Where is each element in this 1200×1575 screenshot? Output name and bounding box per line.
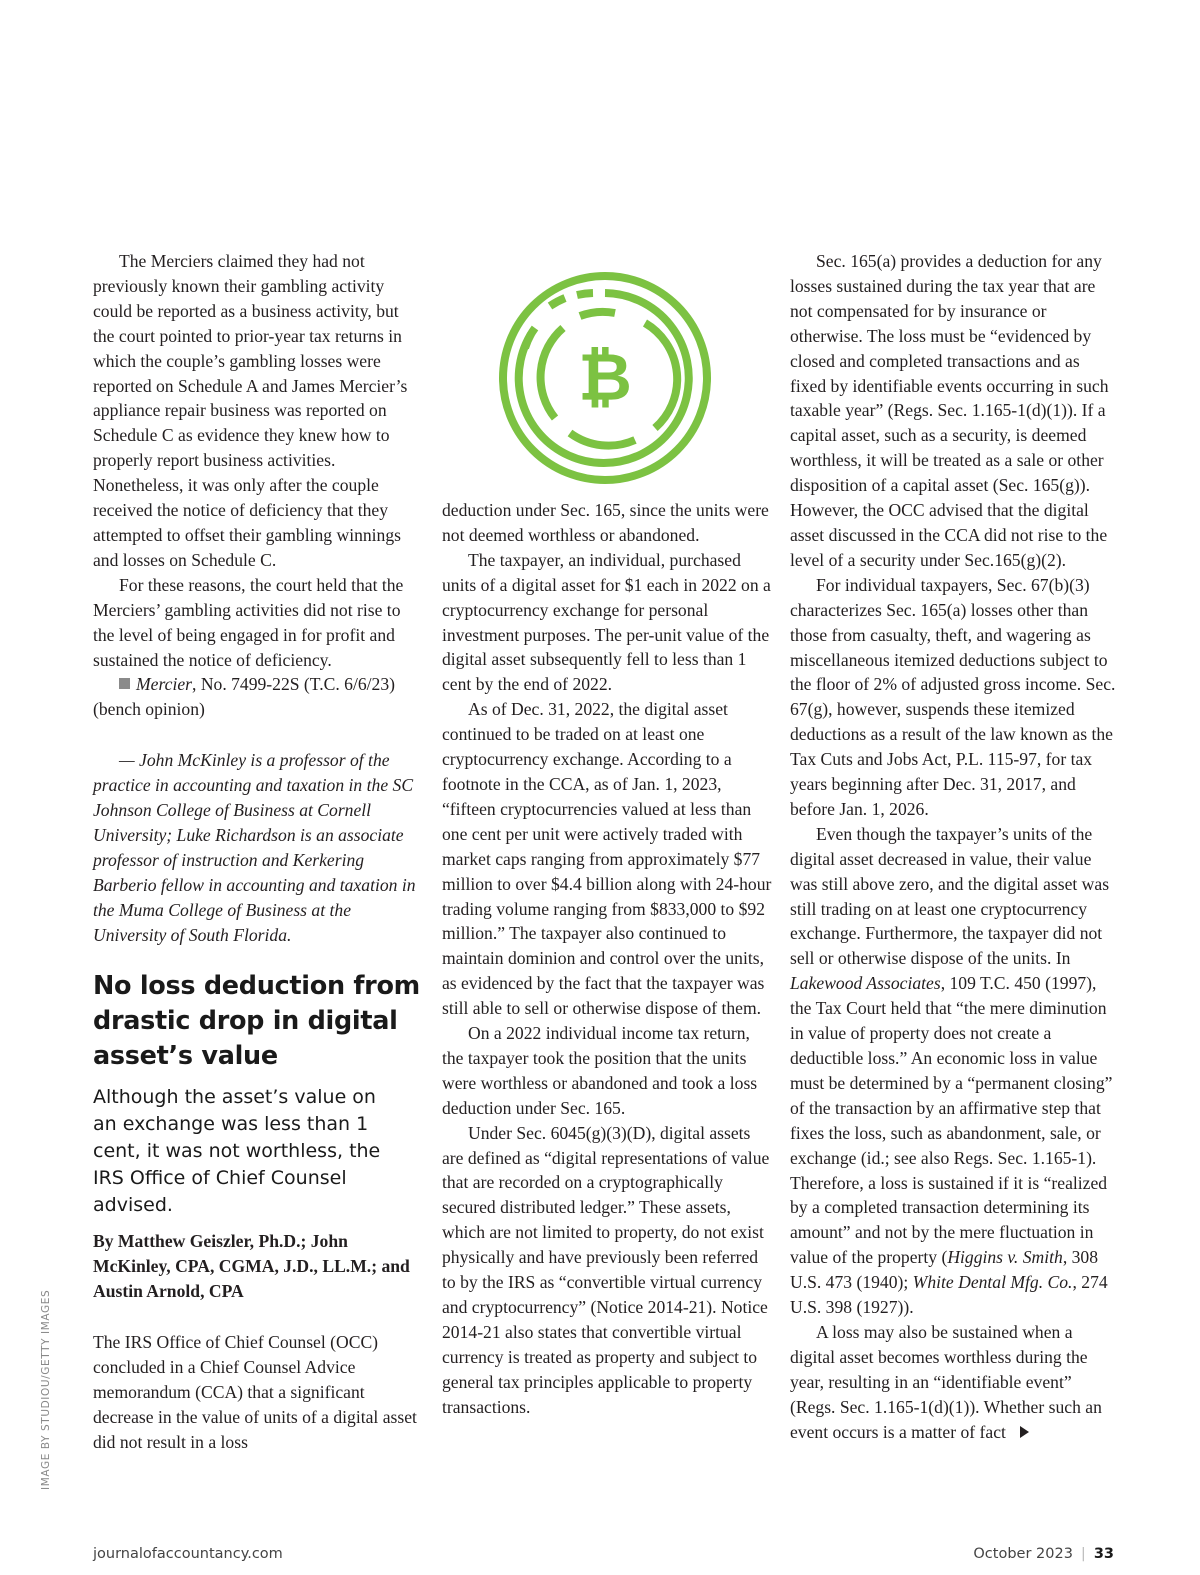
paragraph: Sec. 165(a) provides a deduction for any losses sustained during the tax year that are not compensated for by insurance or otherwise. The loss must be “evidenced by closed and completed transactions and as fixed by identifiable events occurring in such taxable year” (Regs. Sec. 1.165-1(d)(1)). If a capital asset, such as a security, is deemed worthless, it will be treated as a sale or other disposition of a capital asset (Sec. 165(g)). However, the OCC advised that the digital asset discussed in the CCA did not rise to the level of a security under Sec.165(g)(2). (790, 251, 1109, 570)
paragraph: A loss may also be sustained when a digital asset becomes worthless during the year, resulting in an “identifiable event” (Regs. Sec. 1.165-1(d)(1)). Whether such an event occurs is a matter of fact (790, 1321, 1102, 1442)
column-right (790, 249, 1120, 1445)
paragraph: As of Dec. 31, 2022, the digital asset continued to be traded on at least one cryptocurrency exchange. According to a footnote in the CCA, as of Jan. 1, 2023, “fifteen cryptocurrencies valued at less than one cent per unit were actively traded with market caps ranging from approximately $77 million to over $4.4 billion along with 24-hour trading volume ranging from $833,000 to $92 million.” The taxpayer also continued to maintain dominion and control over the units, as evidenced by the fact that the taxpayer was still able to sell or otherwise dispose of them. (442, 699, 772, 1019)
issue-date: October 2023 (973, 1546, 1073, 1562)
case-name: Higgins v. Smith (947, 1247, 1063, 1268)
inner-ring-arc-4 (580, 312, 615, 316)
paragraph: deduction under Sec. 165, since the units were not deemed worthless or abandoned. (442, 500, 769, 545)
paragraph: Under Sec. 6045(g)(3)(D), digital assets are defined as “digital representations of value that are recorded on a cryptographically secured distributed ledger.” These assets, which are not limited to property, do not exist physically and have previously been referred to by the IRS as “convertible virtual currency and cryptocurrency” (Notice 2014-21). Notice 2014-21 also states that convertible virtual currency is treated as property and subject to general tax principles applicable to property transactions. (442, 1122, 770, 1417)
column-left (93, 249, 423, 1455)
paragraph: For these reasons, the court held that the Merciers’ gambling activities did not rise to the level of being engaged in for profit and sustained the notice of deficiency. (93, 574, 404, 670)
middle-ring-dash-3 (577, 293, 593, 295)
case-name: Mercier (136, 674, 193, 695)
article-lead-paragraph: The IRS Office of Chief Counsel (OCC) concluded in a Chief Counsel Advice memorandum (CCA) that a significant decrease in the value of units of a digital asset did not result in a loss (93, 1332, 417, 1452)
case-citation (93, 672, 423, 722)
page-number: 33 (1093, 1546, 1114, 1562)
square-bullet-icon (119, 678, 130, 689)
inner-ring-arc-1 (541, 328, 563, 418)
article-headline: No loss deduction from drastic drop in digital asset’s value (93, 971, 420, 1072)
middle-ring-dash-2 (550, 298, 565, 306)
case-name: White Dental Mfg. Co. (912, 1272, 1073, 1293)
paragraph: On a 2022 individual income tax return, the taxpayer took the position that the units were worthless or abandoned and took a loss deduction under Sec. 165. (442, 1023, 758, 1118)
footer-website: journalofaccountancy.com (93, 1546, 283, 1562)
case-name: Lakewood Associates (790, 973, 941, 994)
middle-ring-dash-1 (525, 334, 531, 348)
bitcoin-graphic (495, 268, 715, 488)
article-byline: By Matthew Geiszler, Ph.D.; John McKinley, CPA, CGMA, J.D., LL.M.; and Austin Arnold, CPA (93, 1231, 410, 1302)
paragraph: Even though the taxpayer’s units of the digital asset decreased in value, their value was still above zero, and the digital asset was still trading on at least one cryptocurrency exchange. Furthermore, the taxpayer did not sell or otherwise dispose of the units. In Lakewood Associates, 109 T.C. 450 (1997), the Tax Court held that “the mere diminution in value of property does not create a deductible loss.” An economic loss in value must be determined by a “permanent closing” of the transaction by an affirmative step that fixes the loss, such as abandonment, sale, or exchange (id.; see also Regs. Sec. 1.165-1). Therefore, a loss is sustained if it is “realized by a completed transaction determining its amount” and not by the mere fluctuation in value of the property (Higgins v. Smith, 308 U.S. 473 (1940); White Dental Mfg. Co., 274 U.S. 398 (1927)). (790, 823, 1113, 1318)
footer-issue-info (973, 1546, 1114, 1562)
paragraph: The taxpayer, an individual, purchased units of a digital asset for $1 each in 2022 on a cryptocurrency exchange for personal investment purposes. The per-unit value of the digital asset subsequently fell to less than 1 cent by the end of 2022. (442, 549, 771, 695)
paragraph: The Merciers claimed they had not previously known their gambling activity could be reported as a business activity, but the court pointed to prior-year tax returns in which the couple’s gambling losses were reported on Schedule A and James Mercier’s appliance repair business was reported on Schedule C as evidence they knew how to properly report business activities. Nonetheless, it was only after the couple received the notice of deficiency that they attempted to offset their gambling winnings and losses on Schedule C. (93, 251, 408, 570)
column-middle (442, 498, 772, 1420)
continue-arrow-icon (1020, 1426, 1029, 1438)
case-reference: , No. 7499-22S (T.C. 6/6/23) (bench opinion) (93, 674, 395, 720)
author-bio: — John McKinley is a professor of the practice in accounting and taxation in the SC Johnson College of Business at Cornell University; Luke Richardson is an associate professor of instruction and Kerkering Barberio fellow in accounting and taxation in the Muma College of Business at the University of South Florida. (93, 750, 416, 945)
footer-separator: | (1080, 1546, 1086, 1562)
paragraph: For individual taxpayers, Sec. 67(b)(3) characterizes Sec. 165(a) losses other than those from casualty, theft, and wagering as miscellaneous itemized deductions subject to the floor of 2% of adjusted gross income. Sec. 67(g), however, suspends these itemized deductions as a result of the law known as the Tax Cuts and Jobs Act, P.L. 115-97, for tax years beginning after Dec. 31, 2017, and before Jan. 1, 2026. (790, 574, 1116, 819)
inner-ring-arc-2 (645, 323, 677, 428)
bitcoin-icon: ₿ (578, 339, 632, 416)
image-credit: IMAGE BY STUDIOU/GETTY IMAGES (40, 1289, 52, 1490)
article-deck: Although the asset’s value on an exchange was less than 1 cent, it was not worthless, the IRS Office of Chief Counsel advised. (93, 1086, 381, 1217)
inner-ring-arc-3 (570, 433, 635, 446)
